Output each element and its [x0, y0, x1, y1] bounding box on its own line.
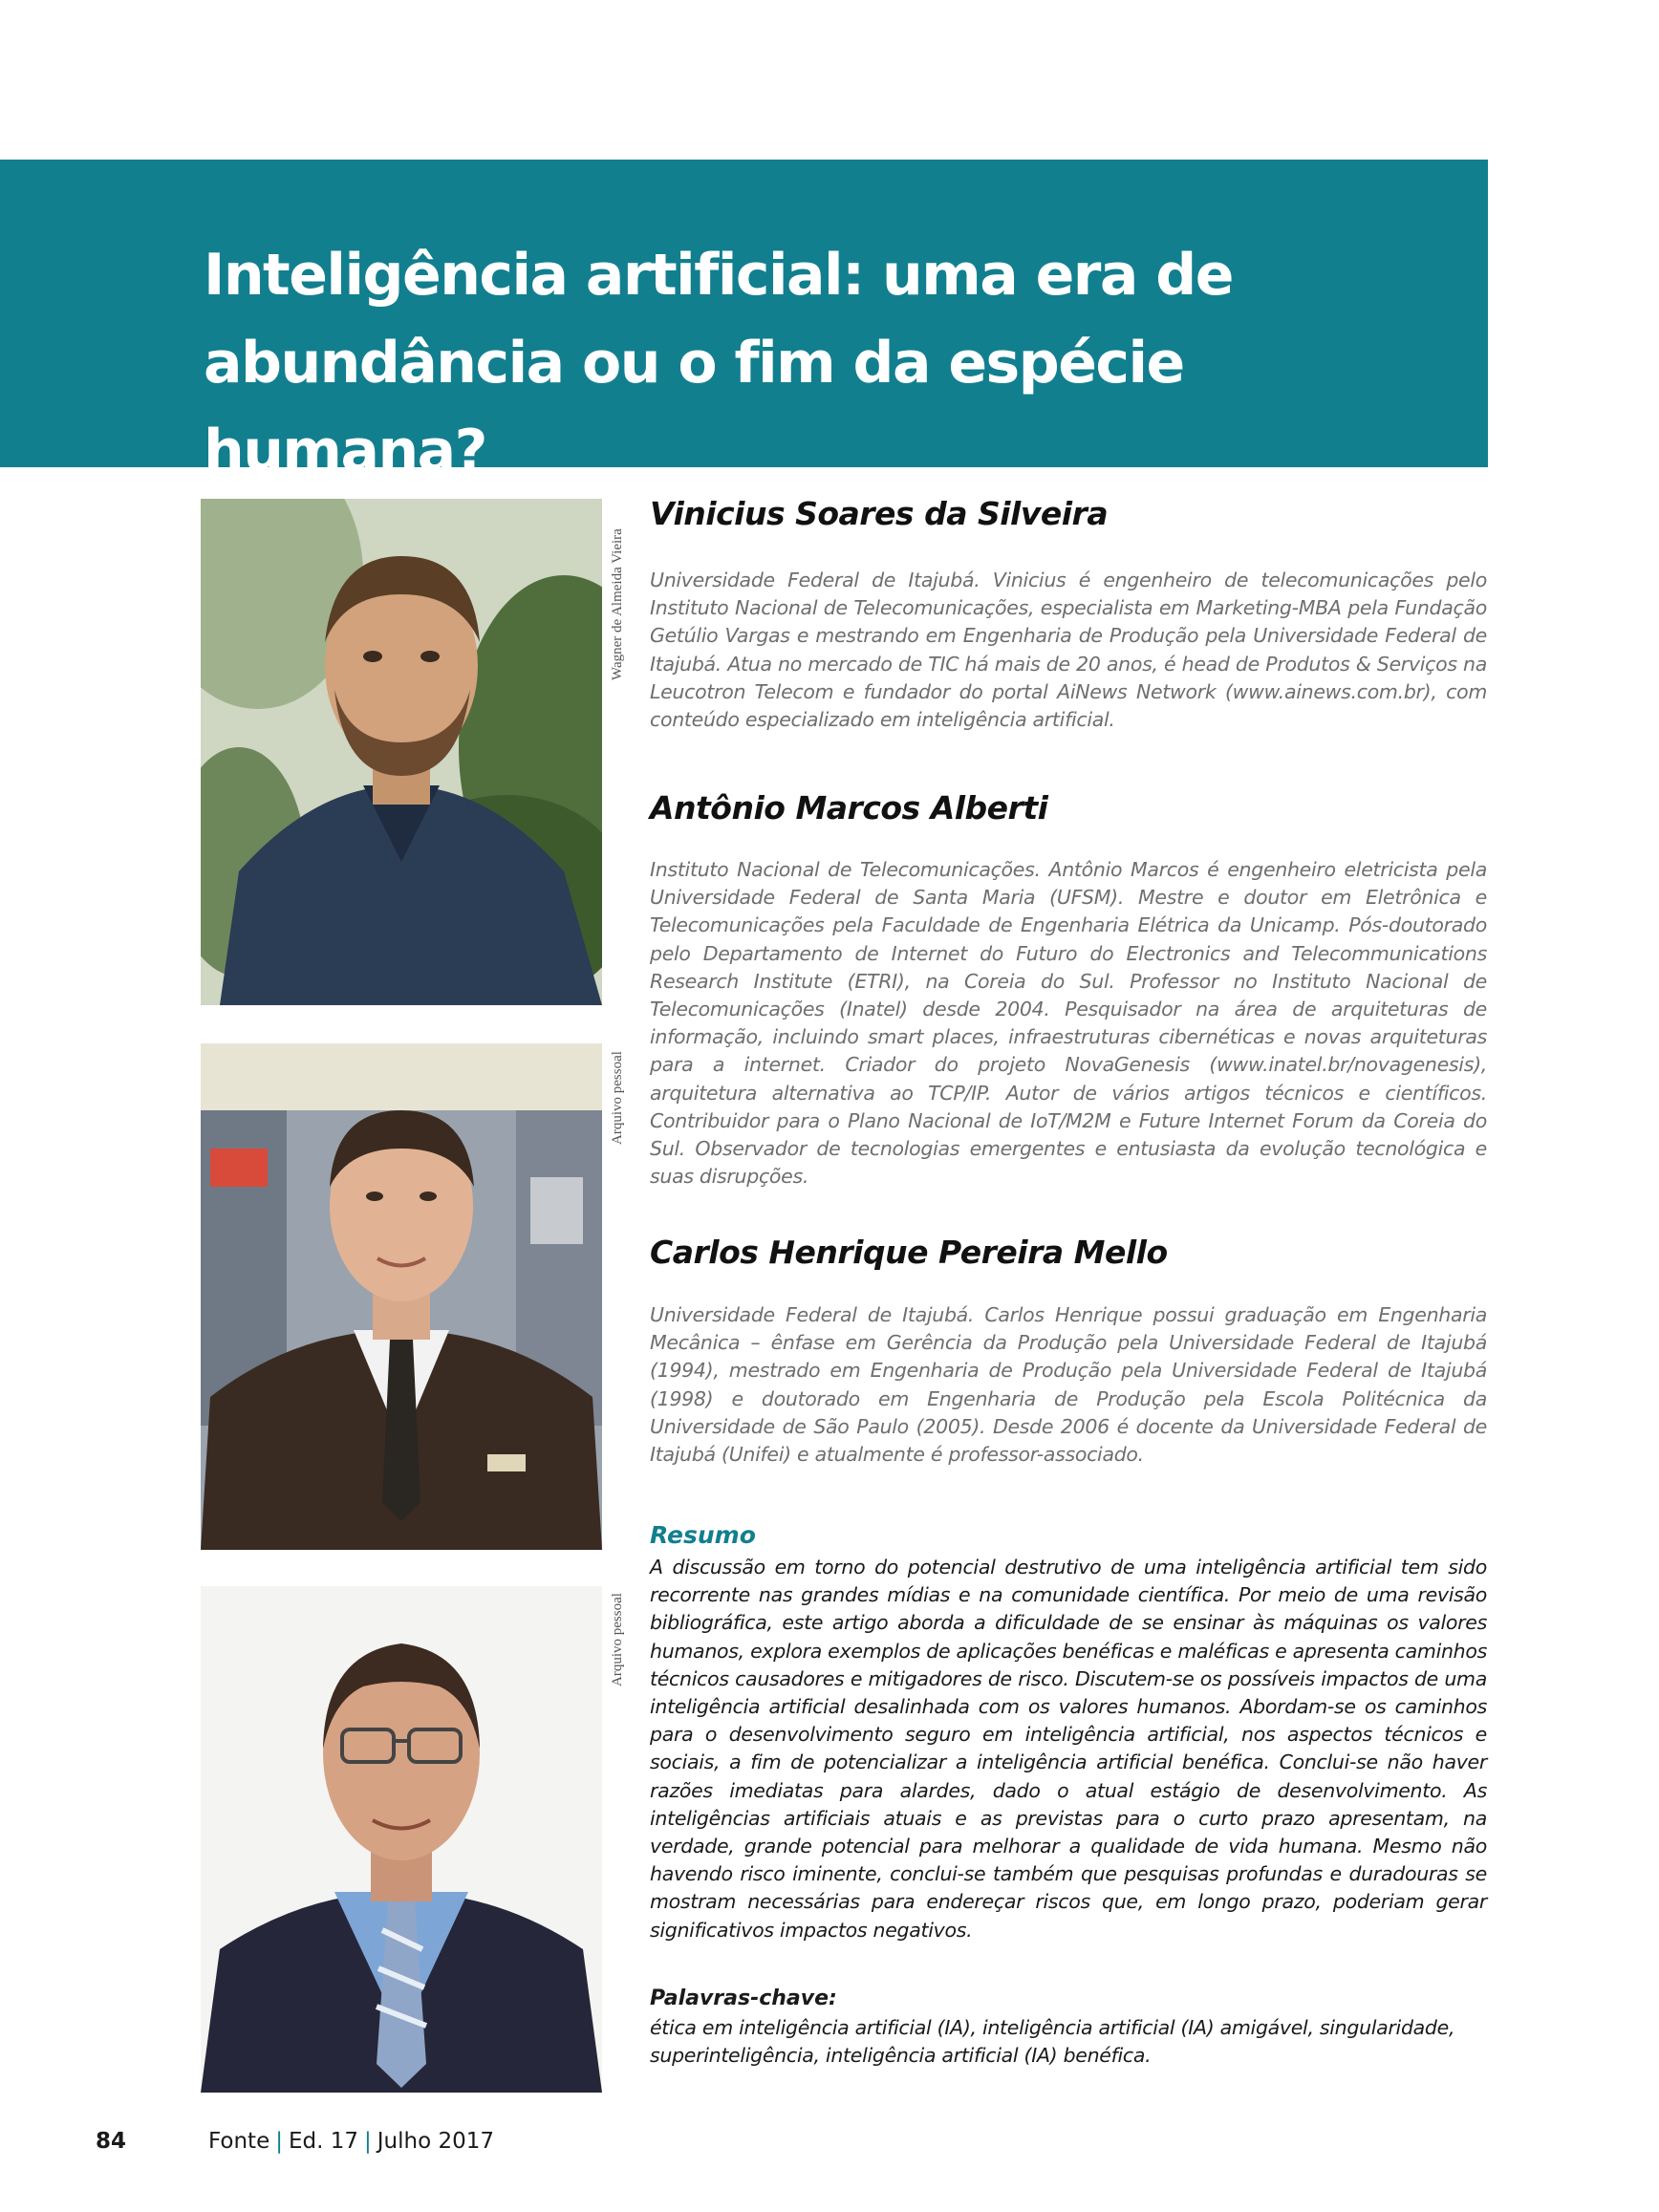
- photo-credit-1: Wagner de Almeida Vieira: [610, 528, 625, 680]
- page-number: 84: [96, 2129, 127, 2154]
- issue-date: Julho 2017: [377, 2129, 495, 2154]
- separator: |: [364, 2129, 372, 2154]
- author-photo-carlos: [201, 1586, 602, 2093]
- author-bio: Instituto Nacional de Telecomunicações. Antônio Marcos é engenheiro eletricista pela Universidade Federal de Santa Maria (UFSM). Mestre e doutor em Eletrônica e Telecomunicações pela Faculdade de Engenharia Elétrica da Unicamp. Pós-doutorado pelo Departamento de Internet do Futuro do Electronics and Telecommunications Research Institute (ETRI), na Coreia do Sul. Professor no Instituto Nacional de Telecomunicações (Inatel) desde 2004. Pesquisador na área de arquiteturas de informação, incluindo smart places, infraestruturas cibernéticas e novas arquiteturas para a internet. Criador do projeto NovaGenesis (www.inatel.br/novagenesis), arquitetura alternativa ao TCP/IP. Autor de vários artigos técnicos e científicos. Contribuidor para o Plano Nacional de IoT/M2M e Future Internet Forum da Coreia do Sul. Observador de tecnologias emergentes e entusiasta da evolução tecnológica e suas disrupções.: [650, 858, 1487, 1189]
- photo-credit-2: Arquivo pessoal: [610, 1051, 625, 1145]
- abstract-heading: Resumo: [650, 1521, 756, 1549]
- page-footer: [0, 2129, 1659, 2167]
- separator: |: [275, 2129, 283, 2154]
- article-title: Inteligência artificial: uma era de abundância ou o fim da espécie humana?: [204, 242, 1233, 484]
- edition: Ed. 17: [288, 2129, 359, 2154]
- author-photo-antonio: [201, 1043, 602, 1550]
- keywords-heading: Palavras-chave:: [650, 1987, 837, 2010]
- photo-credit-3: Arquivo pessoal: [610, 1593, 625, 1686]
- author-name: Vinicius Soares da Silveira: [650, 495, 1109, 532]
- keywords-text: ética em inteligência artificial (IA), inteligência artificial (IA) amigável, singularidade, superinteligência, inteligência artificial (IA) benéfica.: [650, 2016, 1455, 2068]
- author-name: Antônio Marcos Alberti: [650, 789, 1048, 827]
- publication-info: [208, 2129, 494, 2154]
- author-photo-vinicius: [201, 499, 602, 1005]
- author-bio: Universidade Federal de Itajubá. Vinicius é engenheiro de telecomunicações pelo Instituto Nacional de Telecomunicações, especialista em Marketing-MBA pela Fundação Getúlio Vargas e mestrando em Engenharia de Produção pela Universidade Federal de Itajubá. Atua no mercado de TIC há mais de 20 anos, é head de Produtos & Serviços na Leucotron Telecom e fundador do portal AiNews Network (www.ainews.com.br), com conteúdo especializado em inteligência artificial.: [650, 569, 1487, 732]
- publication-name: Fonte: [208, 2129, 270, 2154]
- author-bio: Universidade Federal de Itajubá. Carlos Henrique possui graduação em Engenharia Mecânica – ênfase em Gerência da Produção pela Universidade Federal de Itajubá (1994), mestrado em Engenharia de Produção pela Universidade Federal de Itajubá (1998) e doutorado em Engenharia de Produção pela Escola Politécnica da Universidade de São Paulo (2005). Desde 2006 é docente da Universidade Federal de Itajubá (Unifei) e atualmente é professor-associado.: [650, 1303, 1487, 1467]
- author-name: Carlos Henrique Pereira Mello: [650, 1234, 1168, 1271]
- abstract-text: A discussão em torno do potencial destrutivo de uma inteligência artificial tem sido recorrente nas grandes mídias e na comunidade científica. Por meio de uma revisão bibliográfica, este artigo aborda a dificuldade de se ensinar às máquinas os valores humanos, explora exemplos de aplicações benéficas e maléficas e apresenta caminhos técnicos causadores e mitigadores de risco. Discutem-se os possíveis impactos de uma inteligência artificial desalinhada com os valores humanos. Abordam-se os caminhos para o desenvolvimento seguro em inteligência artificial, nos aspectos técnicos e sociais, a fim de potencializar a inteligência artificial benéfica. Conclui-se não haver razões imediatas para alardes, dado o atual estágio de desenvolvimento. As inteligências artificiais atuais e as previstas para o curto prazo apresentam, na verdade, grande potencial para melhorar a qualidade de vida humana. Mesmo não havendo risco iminente, conclui-se também que pesquisas profundas e duradouras se mostram necessárias para endereçar riscos que, em longo prazo, poderiam gerar significativos impactos negativos.: [650, 1556, 1487, 1942]
